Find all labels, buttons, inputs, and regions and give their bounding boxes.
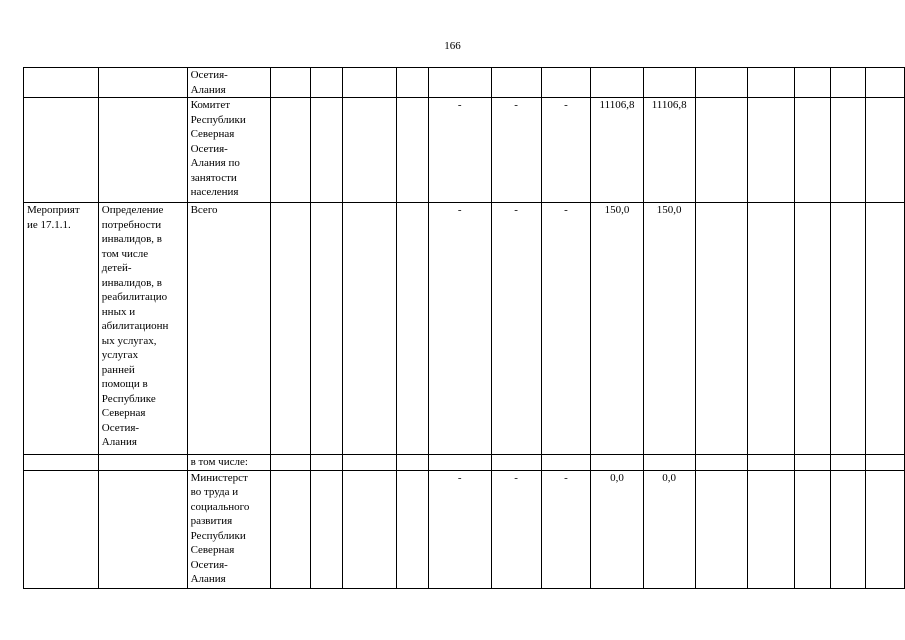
funding-source-cell: Министерст во труда и социального развития Республики Северная Осетия- Алания	[187, 470, 271, 588]
value-cell	[310, 68, 342, 98]
funding-source-cell: Комитет Республики Северная Осетия- Алания по занятости населения	[187, 98, 271, 203]
value-cell	[591, 68, 643, 98]
value-cell	[695, 455, 747, 471]
value-cell	[830, 98, 866, 203]
value-cell	[396, 68, 428, 98]
value-cell: -	[541, 203, 591, 455]
value-cell: 0,0	[643, 470, 695, 588]
value-cell	[643, 455, 695, 471]
value-cell	[866, 98, 905, 203]
value-cell	[342, 455, 396, 471]
funding-source-cell: в том числе:	[187, 455, 271, 471]
table-row	[24, 68, 905, 98]
value-cell	[748, 455, 795, 471]
value-cell	[491, 68, 541, 98]
value-cell	[396, 470, 428, 588]
funding-source-cell: Осетия- Алания	[187, 68, 271, 98]
value-cell: -	[491, 203, 541, 455]
value-cell	[342, 98, 396, 203]
value-cell	[396, 203, 428, 455]
value-cell	[342, 68, 396, 98]
value-cell	[643, 68, 695, 98]
value-cell: 0,0	[591, 470, 643, 588]
value-cell	[695, 203, 747, 455]
value-cell: 11106,8	[643, 98, 695, 203]
value-cell	[310, 98, 342, 203]
measure-cell: Мероприят ие 17.1.1.	[24, 203, 99, 455]
funding-source-cell: Всего	[187, 203, 271, 455]
value-cell	[748, 203, 795, 455]
value-cell	[748, 68, 795, 98]
value-cell: -	[428, 203, 491, 455]
value-cell	[748, 470, 795, 588]
value-cell: -	[428, 470, 491, 588]
table-row	[24, 470, 905, 588]
value-cell	[396, 455, 428, 471]
value-cell: 150,0	[591, 203, 643, 455]
description-cell	[98, 470, 187, 588]
value-cell	[695, 470, 747, 588]
value-cell: 11106,8	[591, 98, 643, 203]
value-cell	[271, 98, 310, 203]
description-cell	[98, 455, 187, 471]
value-cell	[830, 203, 866, 455]
value-cell: -	[541, 470, 591, 588]
value-cell	[396, 98, 428, 203]
description-cell	[98, 98, 187, 203]
value-cell	[271, 470, 310, 588]
value-cell	[794, 203, 830, 455]
value-cell	[591, 455, 643, 471]
value-cell	[695, 68, 747, 98]
value-cell: -	[491, 98, 541, 203]
value-cell	[748, 98, 795, 203]
value-cell	[271, 68, 310, 98]
measure-cell	[24, 98, 99, 203]
value-cell: -	[428, 98, 491, 203]
value-cell	[794, 455, 830, 471]
value-cell	[866, 203, 905, 455]
value-cell	[271, 455, 310, 471]
value-cell	[695, 98, 747, 203]
value-cell	[794, 68, 830, 98]
value-cell	[830, 68, 866, 98]
measure-cell	[24, 68, 99, 98]
measure-cell	[24, 470, 99, 588]
value-cell	[866, 455, 905, 471]
value-cell	[310, 455, 342, 471]
value-cell	[310, 203, 342, 455]
table-row	[24, 455, 905, 471]
value-cell: -	[541, 98, 591, 203]
value-cell	[794, 98, 830, 203]
value-cell	[428, 68, 491, 98]
page-number: 166	[444, 40, 461, 52]
value-cell	[830, 470, 866, 588]
value-cell	[491, 455, 541, 471]
value-cell	[830, 455, 866, 471]
value-cell: 150,0	[643, 203, 695, 455]
value-cell	[428, 455, 491, 471]
program-measures-table	[23, 67, 905, 589]
value-cell	[866, 68, 905, 98]
value-cell	[866, 470, 905, 588]
table-row	[24, 203, 905, 455]
value-cell	[342, 470, 396, 588]
value-cell	[541, 68, 591, 98]
value-cell	[541, 455, 591, 471]
value-cell	[342, 203, 396, 455]
description-cell: Определение потребности инвалидов, в том числе детей- инвалидов, в реабилитацио нных и абилитационн ых услугах, услугах ранней помощи в Республике Северная Осетия- Алания	[98, 203, 187, 455]
measure-cell	[24, 455, 99, 471]
description-cell	[98, 68, 187, 98]
value-cell	[794, 470, 830, 588]
value-cell	[310, 470, 342, 588]
value-cell: -	[491, 470, 541, 588]
value-cell	[271, 203, 310, 455]
table-row	[24, 98, 905, 203]
